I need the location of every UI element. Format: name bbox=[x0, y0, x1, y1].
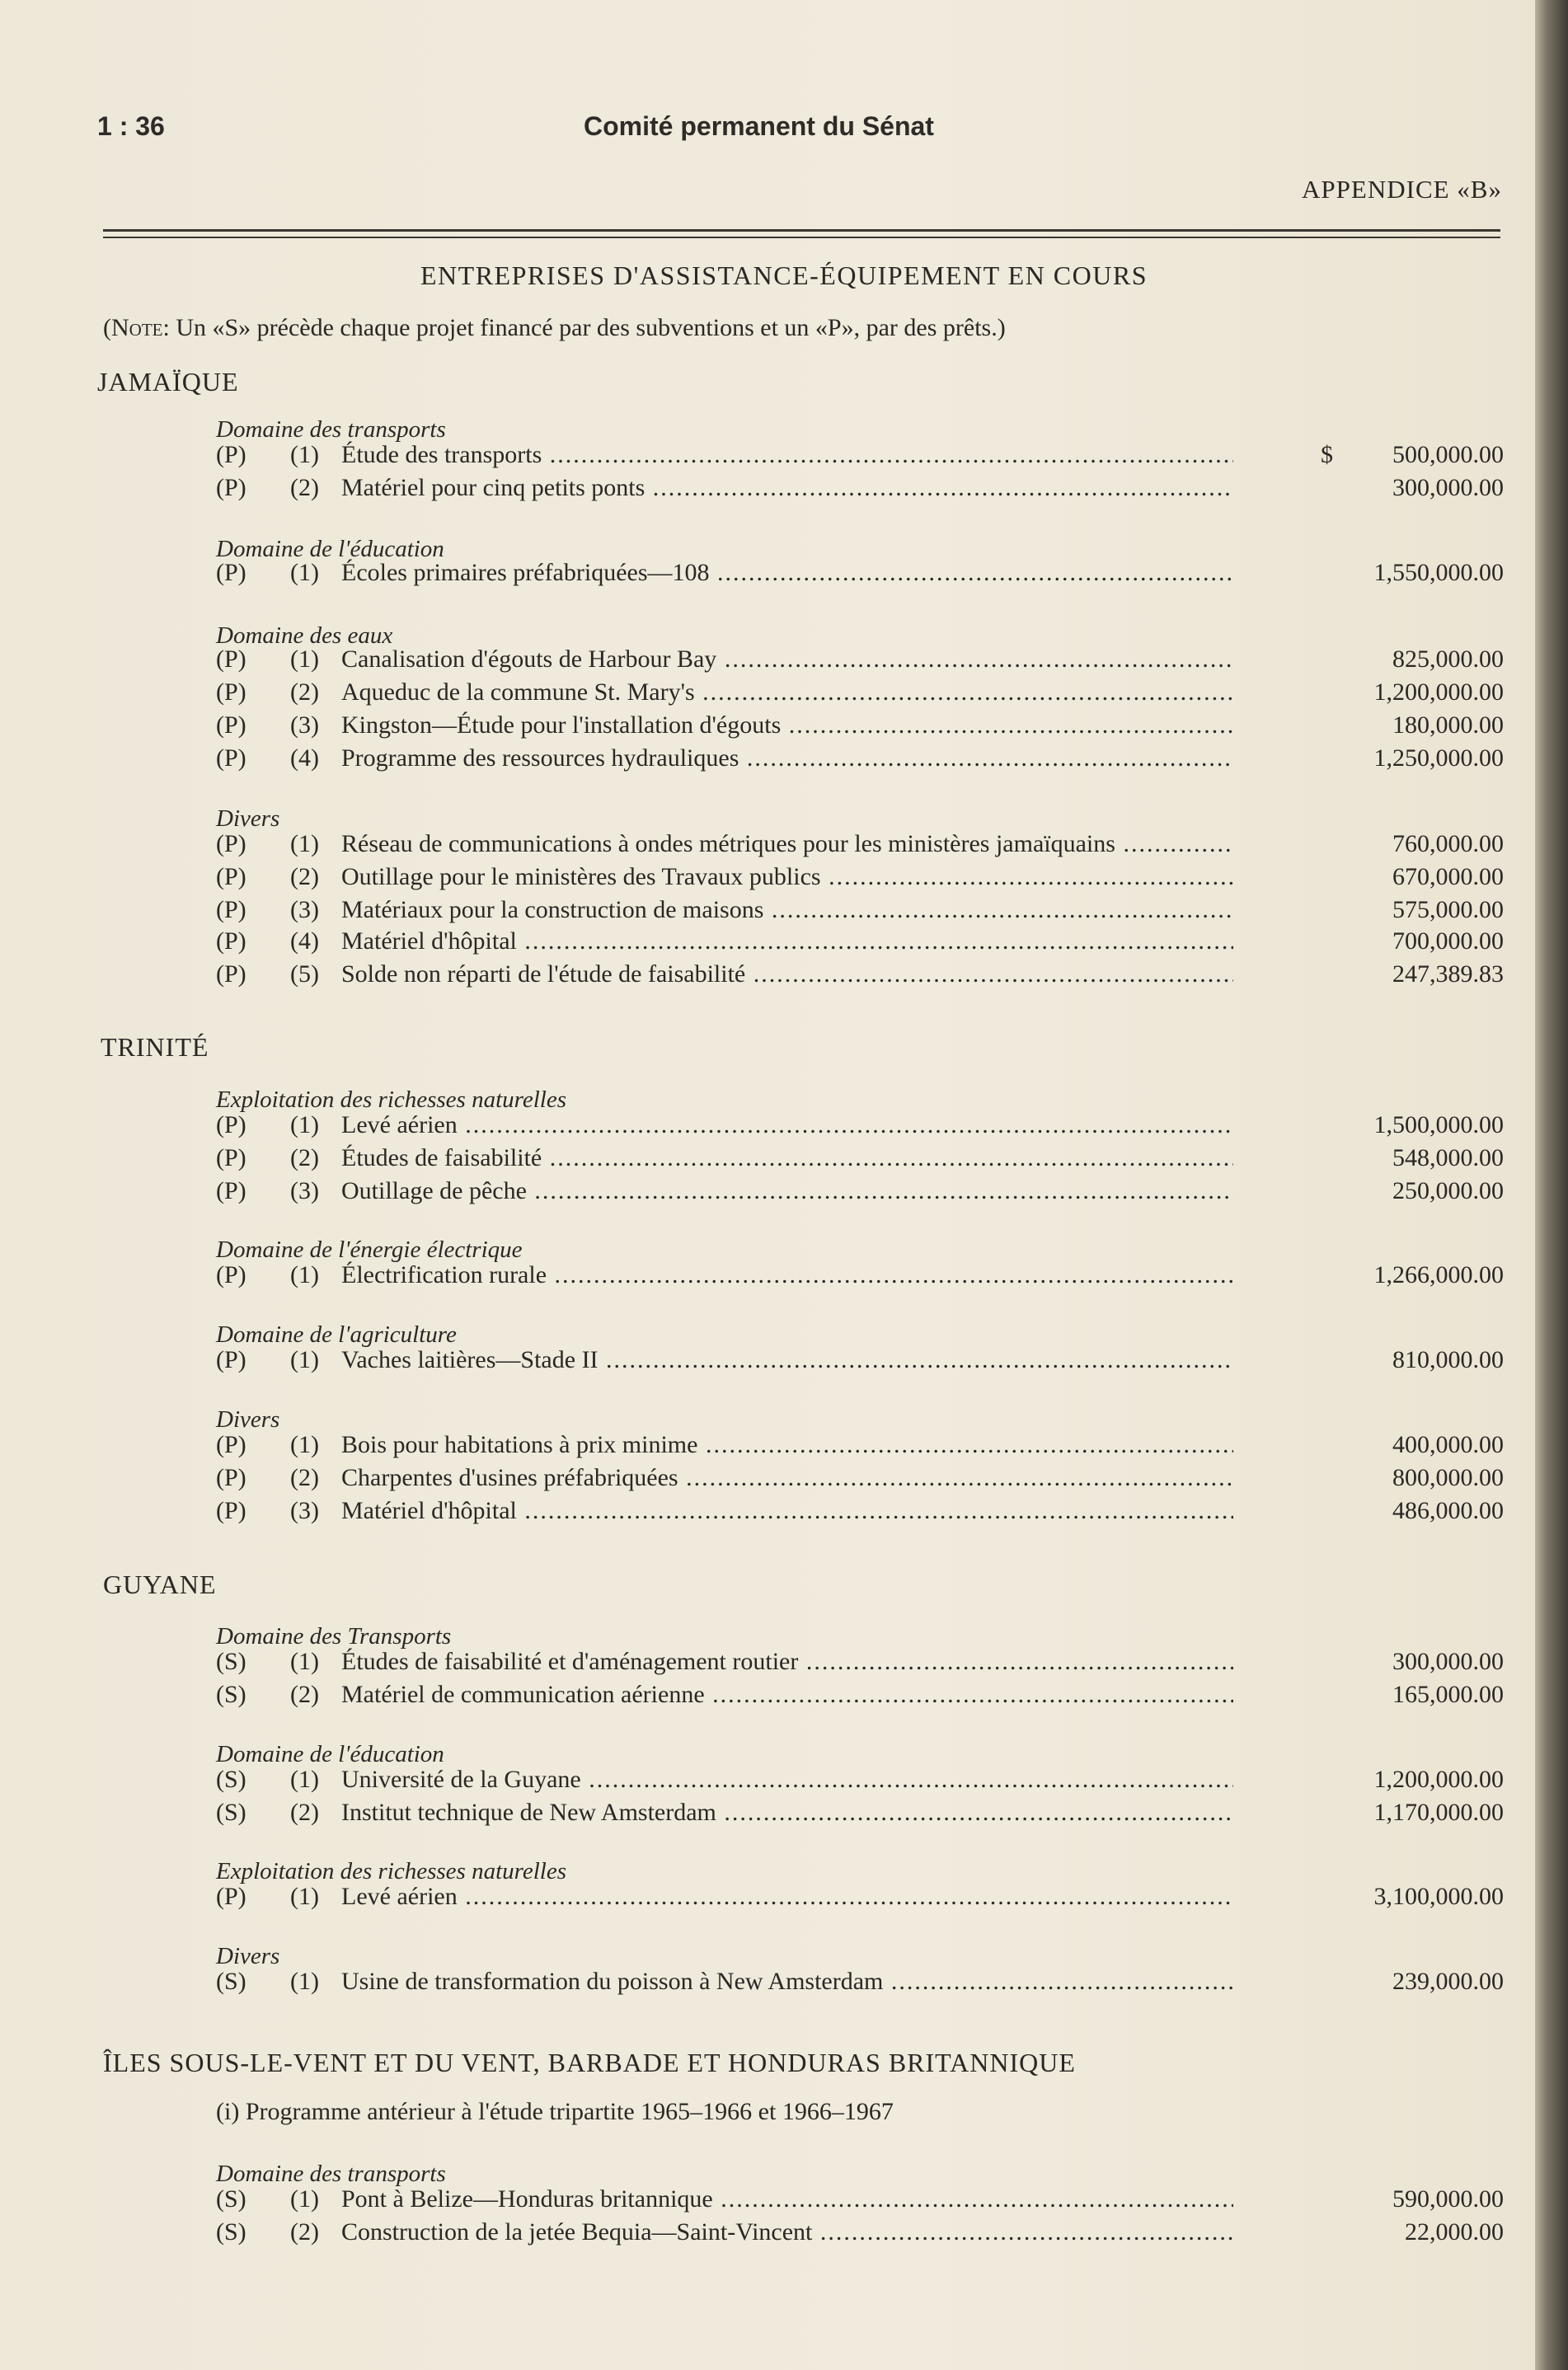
project-description: Études de faisabilité ..... bbox=[341, 1142, 1233, 1175]
funding-type: (S) bbox=[216, 1968, 246, 1995]
project-row bbox=[216, 643, 1504, 676]
project-row bbox=[216, 1344, 1504, 1377]
project-description: Levé aérien ..... bbox=[341, 1109, 1233, 1142]
funding-type: (P) bbox=[216, 474, 246, 501]
project-description: Aqueduc de la commune St. Mary's ..... bbox=[341, 676, 1233, 709]
project-row bbox=[216, 1259, 1504, 1292]
project-description: Solde non réparti de l'étude de faisabilité ..... bbox=[341, 958, 1233, 991]
project-row bbox=[216, 709, 1504, 742]
domain-heading: Domaine de l'énergie électrique bbox=[216, 1237, 523, 1263]
page-number: 1 : 36 bbox=[97, 111, 165, 141]
project-amount: 760,000.00 bbox=[1392, 830, 1504, 857]
domain-heading: Domaine des transports bbox=[216, 2161, 446, 2187]
project-row bbox=[216, 925, 1504, 958]
item-number: (2) bbox=[290, 474, 319, 501]
project-description: Réseau de communications à ondes métriques pour les ministères jamaïquains ..... bbox=[341, 828, 1233, 861]
country-heading: ÎLES SOUS-LE-VENT ET DU VENT, BARBADE ET HONDURAS BRITANNIQUE bbox=[103, 2048, 1076, 2077]
currency-symbol: $ bbox=[1321, 441, 1333, 468]
project-row bbox=[216, 676, 1504, 709]
funding-type: (S) bbox=[216, 1681, 246, 1708]
project-description: Usine de transformation du poisson à New Amsterdam ..... bbox=[341, 1965, 1233, 1998]
domain-heading: Divers bbox=[216, 1943, 280, 1969]
project-row bbox=[216, 828, 1504, 861]
project-row bbox=[216, 861, 1504, 894]
project-row bbox=[216, 1175, 1504, 1208]
funding-type: (P) bbox=[216, 960, 246, 988]
project-amount: 486,000.00 bbox=[1392, 1497, 1504, 1524]
item-number: (1) bbox=[290, 2185, 319, 2213]
project-row bbox=[216, 472, 1504, 505]
item-number: (1) bbox=[290, 559, 319, 586]
funding-type: (P) bbox=[216, 559, 246, 586]
funding-type: (P) bbox=[216, 1261, 246, 1288]
funding-type: (P) bbox=[216, 896, 246, 923]
item-number: (1) bbox=[290, 1431, 319, 1458]
domain-heading: Exploitation des richesses naturelles bbox=[216, 1858, 567, 1884]
item-number: (2) bbox=[290, 1144, 319, 1171]
domain-heading: Divers bbox=[216, 1406, 280, 1433]
project-amount: 1,266,000.00 bbox=[1373, 1261, 1504, 1288]
funding-type: (P) bbox=[216, 744, 246, 772]
domain-heading: Domaine des transports bbox=[216, 416, 446, 443]
item-number: (1) bbox=[290, 1968, 319, 1995]
item-number: (2) bbox=[290, 863, 319, 890]
project-row bbox=[216, 1965, 1504, 1998]
note-label: Note bbox=[111, 314, 163, 341]
country-heading: TRINITÉ bbox=[101, 1032, 209, 1062]
item-number: (1) bbox=[290, 1346, 319, 1373]
domain-heading: Domaine de l'agriculture bbox=[216, 1321, 457, 1348]
item-number: (4) bbox=[290, 744, 319, 772]
project-description: Vaches laitières—Stade II ..... bbox=[341, 1344, 1233, 1377]
project-description: Université de la Guyane ..... bbox=[341, 1763, 1233, 1796]
funding-type: (P) bbox=[216, 1111, 246, 1138]
domain-heading: Domaine de l'éducation bbox=[216, 1741, 444, 1767]
program-subnote: (i) Programme antérieur à l'étude tripartite 1965–1966 et 1966–1967 bbox=[216, 2098, 894, 2125]
domain-heading: Domaine des Transports bbox=[216, 1623, 452, 1650]
funding-type: (S) bbox=[216, 2185, 246, 2213]
project-row bbox=[216, 439, 1504, 472]
item-number: (1) bbox=[290, 1766, 319, 1793]
project-amount: 247,389.83 bbox=[1392, 960, 1504, 988]
funding-type: (S) bbox=[216, 1766, 246, 1793]
project-amount: 575,000.00 bbox=[1392, 896, 1504, 923]
domain-heading: Exploitation des richesses naturelles bbox=[216, 1086, 567, 1113]
project-row bbox=[216, 1142, 1504, 1175]
project-amount: 590,000.00 bbox=[1392, 2185, 1504, 2213]
project-description: Construction de la jetée Bequia—Saint-Vincent ..... bbox=[341, 2216, 1233, 2249]
project-description: Canalisation d'égouts de Harbour Bay ..... bbox=[341, 643, 1233, 676]
project-row bbox=[216, 1495, 1504, 1528]
project-row bbox=[216, 1645, 1504, 1678]
funding-type: (S) bbox=[216, 1648, 246, 1675]
item-number: (5) bbox=[290, 960, 319, 988]
project-description: Pont à Belize—Honduras britannique ..... bbox=[341, 2183, 1233, 2216]
funding-type: (P) bbox=[216, 1144, 246, 1171]
item-number: (1) bbox=[290, 645, 319, 673]
funding-type: (P) bbox=[216, 863, 246, 890]
item-number: (1) bbox=[290, 1261, 319, 1288]
project-amount: 500,000.00 bbox=[1392, 441, 1504, 468]
item-number: (2) bbox=[290, 1799, 319, 1826]
project-amount: 825,000.00 bbox=[1392, 645, 1504, 673]
project-amount: 700,000.00 bbox=[1392, 927, 1504, 955]
project-amount: 548,000.00 bbox=[1392, 1144, 1504, 1171]
project-amount: 1,550,000.00 bbox=[1373, 559, 1504, 586]
funding-type: (P) bbox=[216, 1497, 246, 1524]
item-number: (1) bbox=[290, 1648, 319, 1675]
project-amount: 300,000.00 bbox=[1392, 474, 1504, 501]
project-description: Écoles primaires préfabriquées—108 ..... bbox=[341, 556, 1233, 589]
project-description: Matériel de communication aérienne ..... bbox=[341, 1678, 1233, 1711]
country-heading: GUYANE bbox=[103, 1570, 217, 1599]
project-amount: 239,000.00 bbox=[1392, 1968, 1504, 1995]
project-row bbox=[216, 1678, 1504, 1711]
item-number: (3) bbox=[290, 896, 319, 923]
document-title: ENTREPRISES D'ASSISTANCE-ÉQUIPEMENT EN COURS bbox=[420, 260, 1148, 290]
domain-heading: Domaine de l'éducation bbox=[216, 536, 444, 562]
project-amount: 1,500,000.00 bbox=[1373, 1111, 1504, 1138]
project-row bbox=[216, 2216, 1504, 2249]
project-amount: 180,000.00 bbox=[1392, 711, 1504, 739]
project-row bbox=[216, 1796, 1504, 1829]
project-row bbox=[216, 1880, 1504, 1913]
project-row bbox=[216, 1429, 1504, 1462]
project-amount: 165,000.00 bbox=[1392, 1681, 1504, 1708]
book-spine-shadow bbox=[1535, 0, 1568, 2370]
item-number: (2) bbox=[290, 1464, 319, 1491]
funding-type: (P) bbox=[216, 927, 246, 955]
funding-type: (P) bbox=[216, 1464, 246, 1491]
item-number: (2) bbox=[290, 2218, 319, 2246]
funding-type: (S) bbox=[216, 2218, 246, 2246]
project-amount: 3,100,000.00 bbox=[1373, 1883, 1504, 1910]
item-number: (3) bbox=[290, 1177, 319, 1204]
project-row bbox=[216, 1462, 1504, 1495]
project-row bbox=[216, 2183, 1504, 2216]
project-amount: 250,000.00 bbox=[1392, 1177, 1504, 1204]
project-amount: 1,250,000.00 bbox=[1373, 744, 1504, 772]
project-amount: 22,000.00 bbox=[1405, 2218, 1504, 2246]
appendix-label: APPENDICE «B» bbox=[1302, 175, 1502, 204]
project-row bbox=[216, 556, 1504, 589]
project-description: Charpentes d'usines préfabriquées ..... bbox=[341, 1462, 1233, 1495]
item-number: (1) bbox=[290, 830, 319, 857]
funding-type: (P) bbox=[216, 1431, 246, 1458]
project-description: Outillage pour le ministères des Travaux publics ..... bbox=[341, 861, 1233, 894]
item-number: (2) bbox=[290, 1681, 319, 1708]
project-description: Matériel pour cinq petits ponts ..... bbox=[341, 472, 1233, 505]
item-number: (3) bbox=[290, 1497, 319, 1524]
funding-type: (P) bbox=[216, 678, 246, 706]
project-description: Matériel d'hôpital ..... bbox=[341, 925, 1233, 958]
project-row bbox=[216, 742, 1504, 775]
domain-heading: Divers bbox=[216, 805, 280, 832]
funding-type: (P) bbox=[216, 645, 246, 673]
funding-type: (P) bbox=[216, 441, 246, 468]
item-number: (2) bbox=[290, 678, 319, 706]
project-amount: 1,200,000.00 bbox=[1373, 1766, 1504, 1793]
project-description: Étude des transports ..... bbox=[341, 439, 1233, 472]
project-description: Études de faisabilité et d'aménagement routier ..... bbox=[341, 1645, 1233, 1678]
item-number: (1) bbox=[290, 1111, 319, 1138]
project-description: Programme des ressources hydrauliques ..... bbox=[341, 742, 1233, 775]
project-description: Matériaux pour la construction de maisons ..... bbox=[341, 894, 1233, 927]
project-row bbox=[216, 1109, 1504, 1142]
project-description: Levé aérien ..... bbox=[341, 1880, 1233, 1913]
project-amount: 810,000.00 bbox=[1392, 1346, 1504, 1373]
running-title: Comité permanent du Sénat bbox=[584, 111, 934, 141]
project-description: Bois pour habitations à prix minime ..... bbox=[341, 1429, 1233, 1462]
project-amount: 800,000.00 bbox=[1392, 1464, 1504, 1491]
project-row bbox=[216, 894, 1504, 927]
domain-heading: Domaine des eaux bbox=[216, 622, 393, 649]
project-description: Kingston—Étude pour l'installation d'égouts ..... bbox=[341, 709, 1233, 742]
project-amount: 670,000.00 bbox=[1392, 863, 1504, 890]
funding-type: (P) bbox=[216, 1346, 246, 1373]
project-description: Électrification rurale ..... bbox=[341, 1259, 1233, 1292]
project-description: Institut technique de New Amsterdam ..... bbox=[341, 1796, 1233, 1829]
item-number: (4) bbox=[290, 927, 319, 955]
project-description: Matériel d'hôpital ..... bbox=[341, 1495, 1233, 1528]
project-row bbox=[216, 1763, 1504, 1796]
item-number: (3) bbox=[290, 711, 319, 739]
funding-note: (Note: Un «S» précède chaque projet financé par des subventions et un «P», par des prêts.) bbox=[103, 314, 1006, 341]
item-number: (1) bbox=[290, 441, 319, 468]
country-heading: JAMAÏQUE bbox=[97, 367, 239, 397]
project-amount: 300,000.00 bbox=[1392, 1648, 1504, 1675]
item-number: (1) bbox=[290, 1883, 319, 1910]
funding-type: (S) bbox=[216, 1799, 246, 1826]
project-row bbox=[216, 958, 1504, 991]
funding-type: (P) bbox=[216, 1177, 246, 1204]
project-amount: 400,000.00 bbox=[1392, 1431, 1504, 1458]
funding-type: (P) bbox=[216, 1883, 246, 1910]
project-amount: 1,200,000.00 bbox=[1373, 678, 1504, 706]
project-amount: 1,170,000.00 bbox=[1373, 1799, 1504, 1826]
project-description: Outillage de pêche ..... bbox=[341, 1175, 1233, 1208]
funding-type: (P) bbox=[216, 830, 246, 857]
funding-type: (P) bbox=[216, 711, 246, 739]
note-text: : Un «S» précède chaque projet financé par des subventions et un «P», par des prêts.) bbox=[162, 314, 1006, 341]
